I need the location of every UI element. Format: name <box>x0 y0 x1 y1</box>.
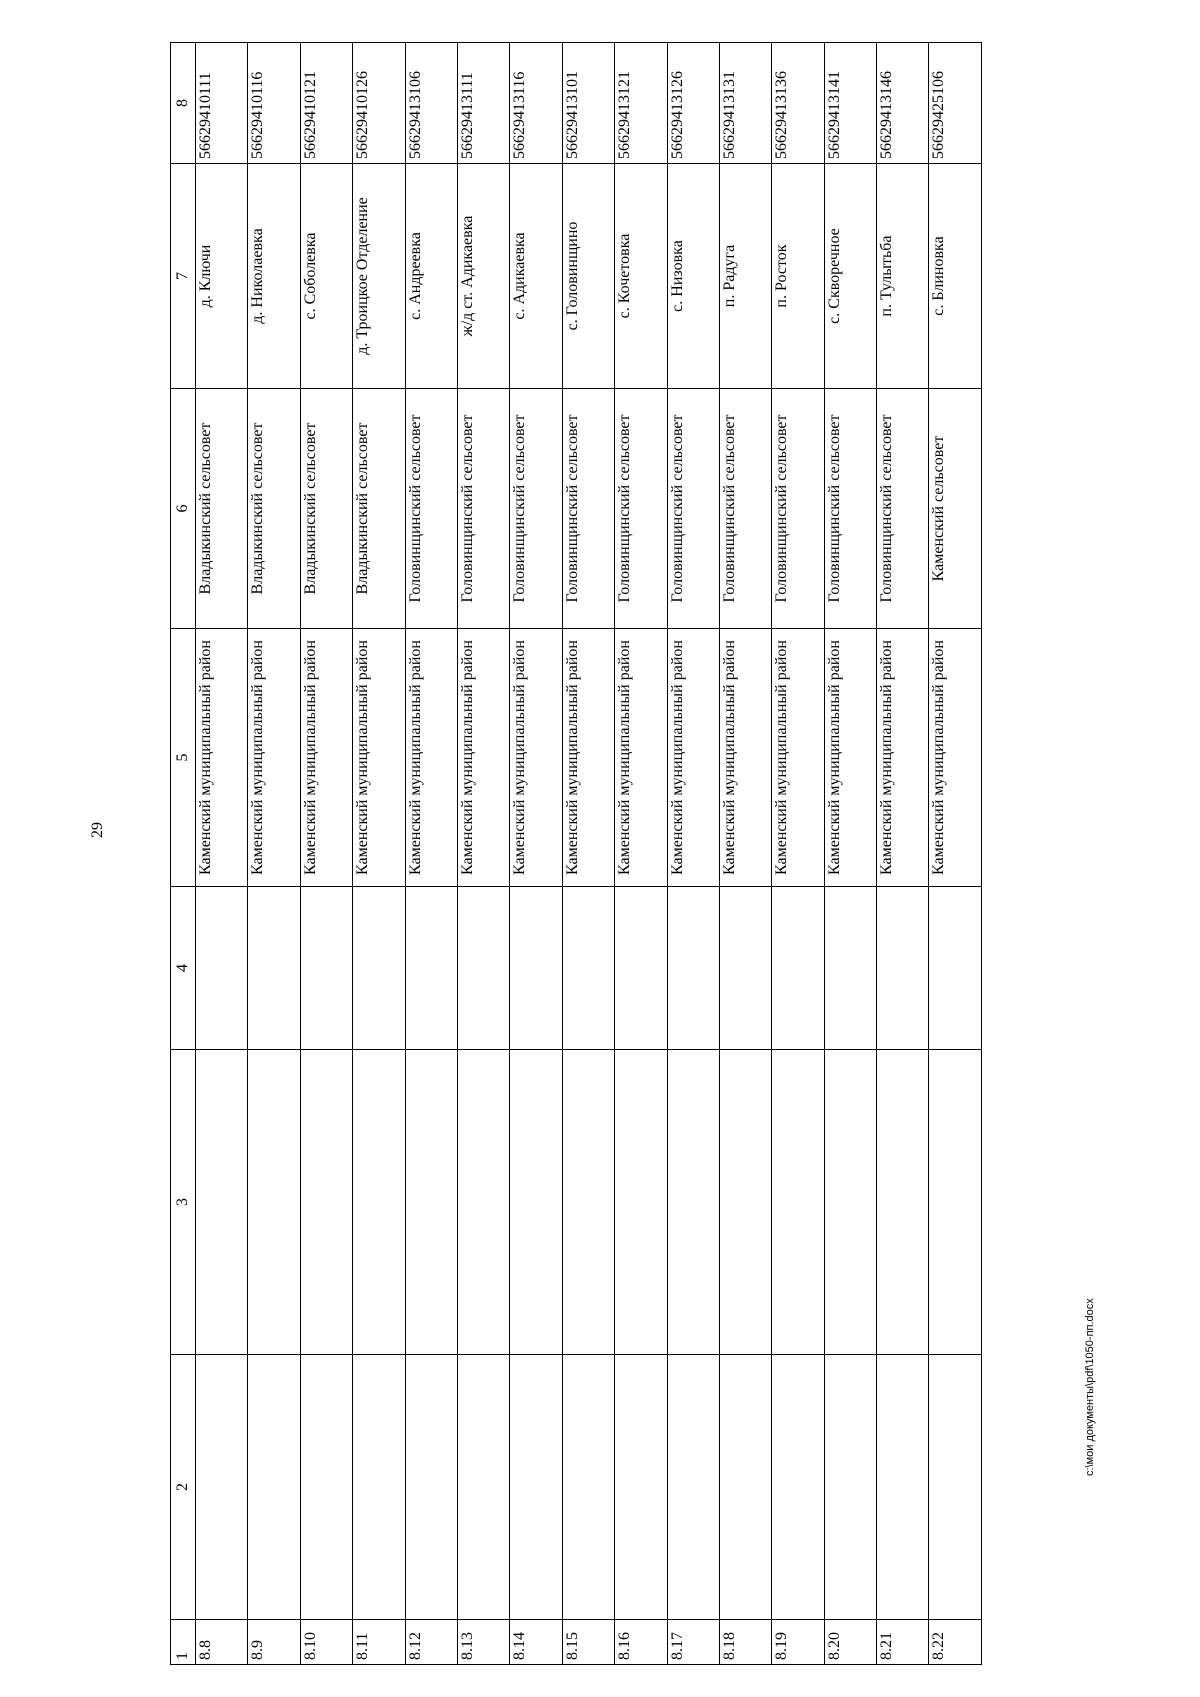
table-cell-c6: Владыкинский сельсовет <box>353 389 405 629</box>
table-row <box>615 43 667 1665</box>
table-cell-c6: Головинщинский сельсовет <box>510 389 562 629</box>
table-cell-c4 <box>248 887 300 1050</box>
table-cell-c3 <box>353 1050 405 1355</box>
table-cell-c7: с. Соболевка <box>300 164 352 389</box>
table-cell-c2 <box>248 1355 300 1620</box>
column-header: 3 <box>171 1050 196 1355</box>
table-cell-c5: Каменский муниципальный район <box>772 629 824 887</box>
table-cell-c1: 8.17 <box>667 1620 719 1665</box>
table-cell-c5: Каменский муниципальный район <box>562 629 614 887</box>
table-cell-c8: 56629413106 <box>405 43 457 164</box>
table-cell-c2 <box>615 1355 667 1620</box>
table-cell-c4 <box>300 887 352 1050</box>
table-cell-c7: с. Кочетовка <box>615 164 667 389</box>
table-cell-c4 <box>457 887 509 1050</box>
column-header: 5 <box>171 629 196 887</box>
table-cell-c5: Каменский муниципальный район <box>615 629 667 887</box>
table-cell-c4 <box>824 887 876 1050</box>
column-header: 4 <box>171 887 196 1050</box>
table-row <box>457 43 509 1665</box>
table-cell-c3 <box>562 1050 614 1355</box>
table-cell-c5: Каменский муниципальный район <box>824 629 876 887</box>
column-header: 8 <box>171 43 196 164</box>
table-cell-c6: Головинщинский сельсовет <box>772 389 824 629</box>
table-cell-c3 <box>824 1050 876 1355</box>
table-header-row <box>171 43 196 1665</box>
table-cell-c1: 8.20 <box>824 1620 876 1665</box>
table-cell-c8: 56629413131 <box>719 43 771 164</box>
table-cell-c5: Каменский муниципальный район <box>300 629 352 887</box>
table-cell-c6: Головинщинский сельсовет <box>562 389 614 629</box>
table-cell-c2 <box>457 1355 509 1620</box>
table-cell-c5: Каменский муниципальный район <box>248 629 300 887</box>
table-cell-c7: п. Радуга <box>719 164 771 389</box>
table-cell-c1: 8.18 <box>719 1620 771 1665</box>
table-cell-c8: 56629413136 <box>772 43 824 164</box>
table-cell-c8: 56629410111 <box>196 43 248 164</box>
table-cell-c1: 8.14 <box>510 1620 562 1665</box>
table-cell-c3 <box>719 1050 771 1355</box>
table-row <box>405 43 457 1665</box>
table-cell-c8: 56629410116 <box>248 43 300 164</box>
table-cell-c2 <box>824 1355 876 1620</box>
table-row <box>824 43 876 1665</box>
table-row <box>667 43 719 1665</box>
table-cell-c2 <box>667 1355 719 1620</box>
table-cell-c2 <box>719 1355 771 1620</box>
table-cell-c1: 8.19 <box>772 1620 824 1665</box>
table-cell-c3 <box>929 1050 982 1355</box>
table-cell-c3 <box>667 1050 719 1355</box>
table-cell-c4 <box>510 887 562 1050</box>
table-cell-c6: Владыкинский сельсовет <box>196 389 248 629</box>
table-cell-c4 <box>562 887 614 1050</box>
table-cell-c8: 56629413141 <box>824 43 876 164</box>
table-cell-c3 <box>300 1050 352 1355</box>
table-cell-c6: Головинщинский сельсовет <box>405 389 457 629</box>
table-cell-c2 <box>772 1355 824 1620</box>
table-cell-c5: Каменский муниципальный район <box>353 629 405 887</box>
table-cell-c5: Каменский муниципальный район <box>719 629 771 887</box>
table-cell-c7: с. Блиновка <box>929 164 982 389</box>
file-path-footer: c:\мои документы\pdf\1050-пп.docx <box>1084 1298 1096 1476</box>
table-cell-c2 <box>300 1355 352 1620</box>
table-row <box>248 43 300 1665</box>
table-cell-c5: Каменский муниципальный район <box>405 629 457 887</box>
table-cell-c6: Владыкинский сельсовет <box>300 389 352 629</box>
settlements-table <box>170 42 982 1665</box>
table-cell-c1: 8.21 <box>877 1620 929 1665</box>
table-row <box>510 43 562 1665</box>
table-cell-c7: п. Тулытьба <box>877 164 929 389</box>
table-cell-c6: Головинщинский сельсовет <box>667 389 719 629</box>
table-cell-c5: Каменский муниципальный район <box>457 629 509 887</box>
table-cell-c8: 56629413146 <box>877 43 929 164</box>
table-cell-c5: Каменский муниципальный район <box>667 629 719 887</box>
table-cell-c6: Головинщинский сельсовет <box>615 389 667 629</box>
table-cell-c4 <box>877 887 929 1050</box>
table-cell-c3 <box>877 1050 929 1355</box>
table-cell-c6: Головинщинский сельсовет <box>719 389 771 629</box>
table-cell-c1: 8.22 <box>929 1620 982 1665</box>
column-header: 1 <box>171 1620 196 1665</box>
table-cell-c6: Головинщинский сельсовет <box>457 389 509 629</box>
table-row <box>719 43 771 1665</box>
table-row <box>562 43 614 1665</box>
table-cell-c2 <box>877 1355 929 1620</box>
column-header: 6 <box>171 389 196 629</box>
settlements-table-container <box>170 43 982 1665</box>
table-cell-c4 <box>667 887 719 1050</box>
table-cell-c2 <box>510 1355 562 1620</box>
table-cell-c1: 8.8 <box>196 1620 248 1665</box>
table-cell-c3 <box>772 1050 824 1355</box>
table-cell-c8: 56629425106 <box>929 43 982 164</box>
table-cell-c8: 56629413121 <box>615 43 667 164</box>
table-cell-c6: Головинщинский сельсовет <box>877 389 929 629</box>
table-cell-c2 <box>929 1355 982 1620</box>
table-cell-c1: 8.9 <box>248 1620 300 1665</box>
table-row <box>196 43 248 1665</box>
page-number: 29 <box>89 822 106 838</box>
table-cell-c2 <box>405 1355 457 1620</box>
table-cell-c4 <box>405 887 457 1050</box>
table-cell-c3 <box>405 1050 457 1355</box>
table-cell-c8: 56629410121 <box>300 43 352 164</box>
table-cell-c4 <box>929 887 982 1050</box>
table-cell-c3 <box>615 1050 667 1355</box>
column-header: 7 <box>171 164 196 389</box>
table-cell-c7: д. Троицкое Отделение <box>353 164 405 389</box>
table-cell-c2 <box>562 1355 614 1620</box>
table-cell-c7: п. Росток <box>772 164 824 389</box>
table-cell-c3 <box>248 1050 300 1355</box>
table-cell-c2 <box>353 1355 405 1620</box>
table-cell-c6: Владыкинский сельсовет <box>248 389 300 629</box>
table-cell-c1: 8.13 <box>457 1620 509 1665</box>
table-cell-c1: 8.10 <box>300 1620 352 1665</box>
table-cell-c8: 56629413126 <box>667 43 719 164</box>
table-cell-c7: с. Андреевка <box>405 164 457 389</box>
table-row <box>929 43 982 1665</box>
table-cell-c4 <box>772 887 824 1050</box>
table-cell-c5: Каменский муниципальный район <box>196 629 248 887</box>
table-cell-c1: 8.15 <box>562 1620 614 1665</box>
table-cell-c7: с. Низовка <box>667 164 719 389</box>
table-row <box>353 43 405 1665</box>
table-cell-c8: 56629410126 <box>353 43 405 164</box>
table-cell-c5: Каменский муниципальный район <box>929 629 982 887</box>
table-cell-c8: 56629413101 <box>562 43 614 164</box>
table-cell-c7: д. Николаевка <box>248 164 300 389</box>
table-cell-c7: с. Скворечное <box>824 164 876 389</box>
table-cell-c3 <box>457 1050 509 1355</box>
table-cell-c1: 8.12 <box>405 1620 457 1665</box>
table-cell-c4 <box>615 887 667 1050</box>
table-cell-c6: Головинщинский сельсовет <box>824 389 876 629</box>
table-cell-c8: 56629413116 <box>510 43 562 164</box>
table-row <box>877 43 929 1665</box>
table-cell-c1: 8.11 <box>353 1620 405 1665</box>
table-cell-c5: Каменский муниципальный район <box>877 629 929 887</box>
table-cell-c4 <box>353 887 405 1050</box>
column-header: 2 <box>171 1355 196 1620</box>
table-cell-c5: Каменский муниципальный район <box>510 629 562 887</box>
table-cell-c4 <box>719 887 771 1050</box>
table-cell-c7: ж/д ст. Адикаевка <box>457 164 509 389</box>
table-cell-c7: с. Головинщино <box>562 164 614 389</box>
table-cell-c1: 8.16 <box>615 1620 667 1665</box>
table-cell-c2 <box>196 1355 248 1620</box>
table-cell-c6: Каменский сельсовет <box>929 389 982 629</box>
table-cell-c7: д. Ключи <box>196 164 248 389</box>
table-cell-c3 <box>196 1050 248 1355</box>
table-cell-c8: 56629413111 <box>457 43 509 164</box>
table-cell-c3 <box>510 1050 562 1355</box>
table-cell-c7: с. Адикаевка <box>510 164 562 389</box>
table-row <box>300 43 352 1665</box>
table-row <box>772 43 824 1665</box>
table-cell-c4 <box>196 887 248 1050</box>
